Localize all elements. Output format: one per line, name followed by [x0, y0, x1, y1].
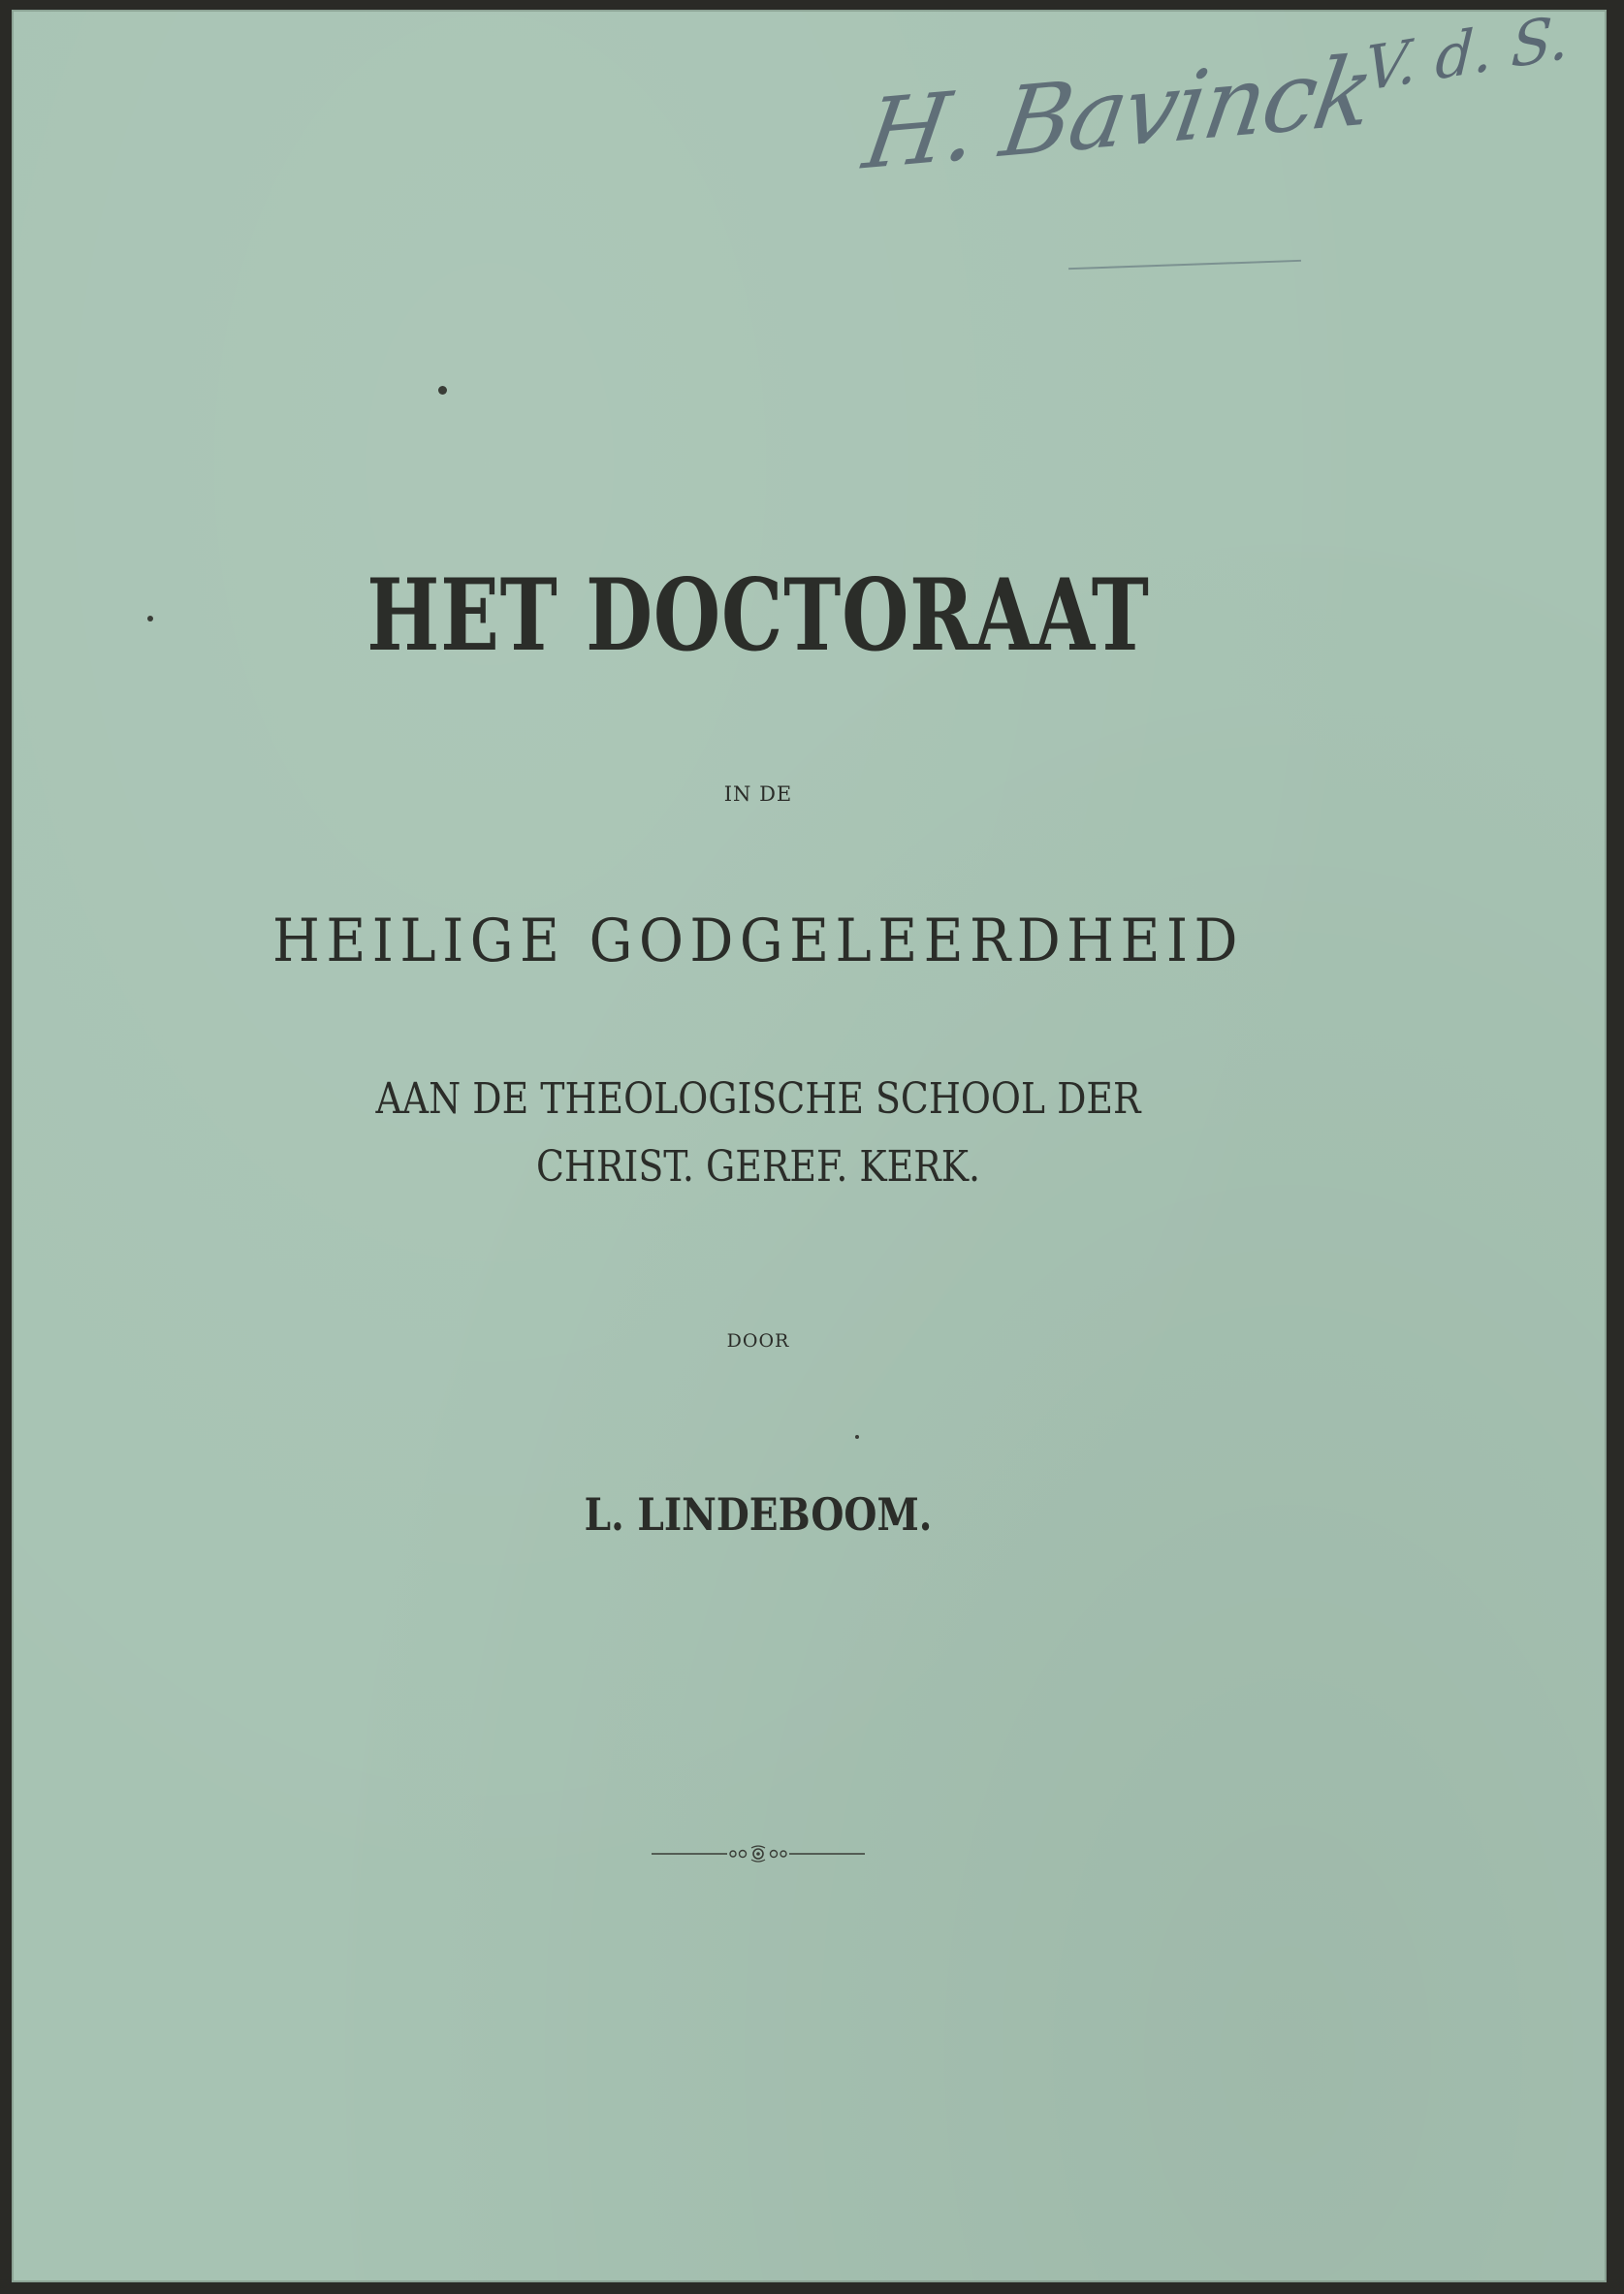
- cover-institution-line-2: CHRIST. GEREF. KERK.: [535, 1142, 981, 1192]
- cover-institution-line-1: AAN DE THEOLOGISCHE SCHOOL DER: [375, 1074, 1141, 1124]
- ornament-rule-icon: [652, 1842, 865, 1865]
- handwritten-signature: H. Bavinck: [856, 35, 1380, 192]
- paper-speck: [438, 386, 447, 395]
- pencil-stroke: [1068, 260, 1301, 270]
- paper-speck: [147, 616, 153, 621]
- cover-title: HET DOCTORAAT: [366, 558, 1150, 674]
- cover-subject: HEILIGE GODGELEERDHEID: [272, 907, 1244, 975]
- cover-connector: IN DE: [723, 782, 793, 806]
- handwritten-mark: V. d. S.: [1363, 0, 1572, 106]
- cover-author: L. LINDEBOOM.: [584, 1488, 933, 1541]
- cover-by: DOOR: [726, 1330, 790, 1352]
- paper-speck: [855, 1435, 859, 1439]
- cover-page: [12, 0, 1607, 2282]
